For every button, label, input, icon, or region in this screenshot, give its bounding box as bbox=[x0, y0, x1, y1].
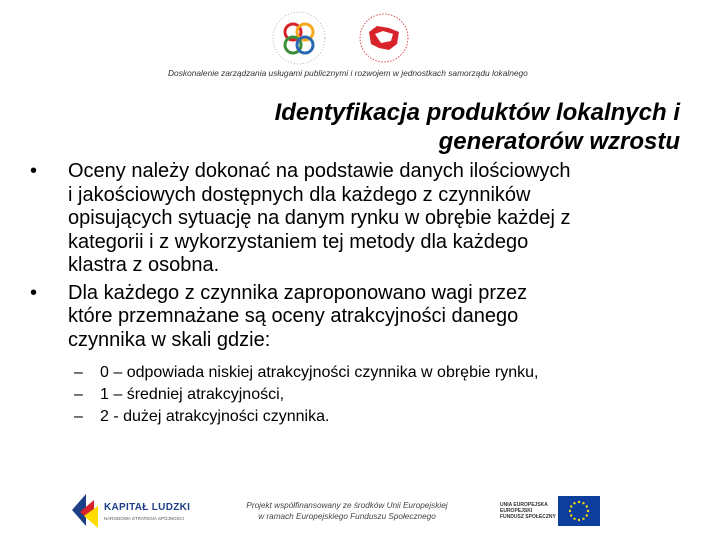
eu-star-icon bbox=[582, 502, 584, 504]
eu-star-icon bbox=[582, 518, 584, 520]
sub-item bbox=[30, 384, 690, 406]
bullet-line: klastra z osobna. bbox=[68, 254, 220, 276]
eu-star-icon bbox=[573, 518, 575, 520]
eu-star-icon bbox=[569, 510, 571, 512]
kapital-ludzki-logo-icon bbox=[68, 490, 100, 530]
kapital-ludzki-subtitle: NARODOWA STRATEGIA SPÓJNOŚCI bbox=[104, 516, 185, 521]
project-line-1: Projekt współfinansowany ze środków Unii Europejskiej bbox=[246, 501, 448, 510]
ue-line-3: FUNDUSZ SPOŁECZNY bbox=[500, 514, 556, 521]
project-line-2: w ramach Europejskiego Funduszu Społecznego bbox=[258, 512, 436, 521]
eu-star-icon bbox=[578, 501, 580, 503]
zwiazek-miast-polskich-logo bbox=[268, 8, 330, 68]
kapital-ludzki-name: KAPITAŁ LUDZKI bbox=[104, 502, 191, 513]
dash-icon: – bbox=[74, 364, 83, 381]
slide-title-line-1: Identyfikacja produktów lokalnych i bbox=[274, 99, 680, 126]
bullet-icon: • bbox=[30, 281, 38, 304]
sub-item bbox=[30, 406, 690, 428]
slide-title bbox=[160, 98, 680, 156]
eu-star-icon bbox=[573, 502, 575, 504]
eu-star-icon bbox=[578, 519, 580, 521]
bullet-line: które przemnażane są oceny atrakcyjności danego bbox=[68, 305, 519, 327]
sub-item-text: 1 – średniej atrakcyjności, bbox=[100, 386, 285, 403]
zwiazek-powiatow-polskich-logo bbox=[345, 10, 423, 66]
dash-icon: – bbox=[74, 386, 83, 403]
eu-star-icon bbox=[570, 505, 572, 507]
sub-list bbox=[30, 362, 690, 428]
bullet-line: Dla każdego z czynnika zaproponowano wagi przez bbox=[68, 281, 528, 304]
slide-title-line-2: generatorów wzrostu bbox=[438, 128, 680, 155]
sub-item-text: 0 – odpowiada niskiej atrakcyjności czynnika w obrębie rynku, bbox=[100, 364, 539, 381]
sub-item bbox=[30, 362, 690, 384]
bullet-item bbox=[30, 282, 690, 353]
sub-item-text: 2 - dużej atrakcyjności czynnika. bbox=[100, 408, 330, 425]
eu-flag-icon bbox=[558, 496, 600, 526]
eu-star-icon bbox=[586, 505, 588, 507]
bullet-line: i jakościowych dostępnych dla każdego z czynników bbox=[68, 183, 531, 206]
eu-star-icon bbox=[587, 510, 589, 512]
slide-content bbox=[30, 160, 690, 428]
bullet-line: czynnika w skali gdzie: bbox=[68, 328, 271, 351]
bullet-line: kategorii i z wykorzystaniem tej metody dla każdego bbox=[68, 230, 529, 253]
ue-line-1: UNIA EUROPEJSKA bbox=[500, 502, 548, 508]
bullet-item bbox=[30, 160, 690, 278]
ue-efs-text bbox=[500, 502, 556, 521]
project-cofinancing-text bbox=[222, 500, 472, 522]
bullet-line: Oceny należy dokonać na podstawie danych ilościowych bbox=[68, 160, 571, 182]
dash-icon: – bbox=[74, 408, 83, 425]
header-tagline: Doskonalenie zarządzania usługami publicznymi i rozwojem w jednostkach samorządu lokalnego bbox=[168, 68, 528, 78]
bullet-icon: • bbox=[30, 160, 38, 182]
bullet-line: opisujących sytuację na danym rynku w obrębie każdej z bbox=[68, 207, 571, 229]
eu-star-icon bbox=[570, 514, 572, 516]
eu-star-icon bbox=[586, 514, 588, 516]
ue-line-2: EUROPEJSKI bbox=[500, 508, 533, 515]
